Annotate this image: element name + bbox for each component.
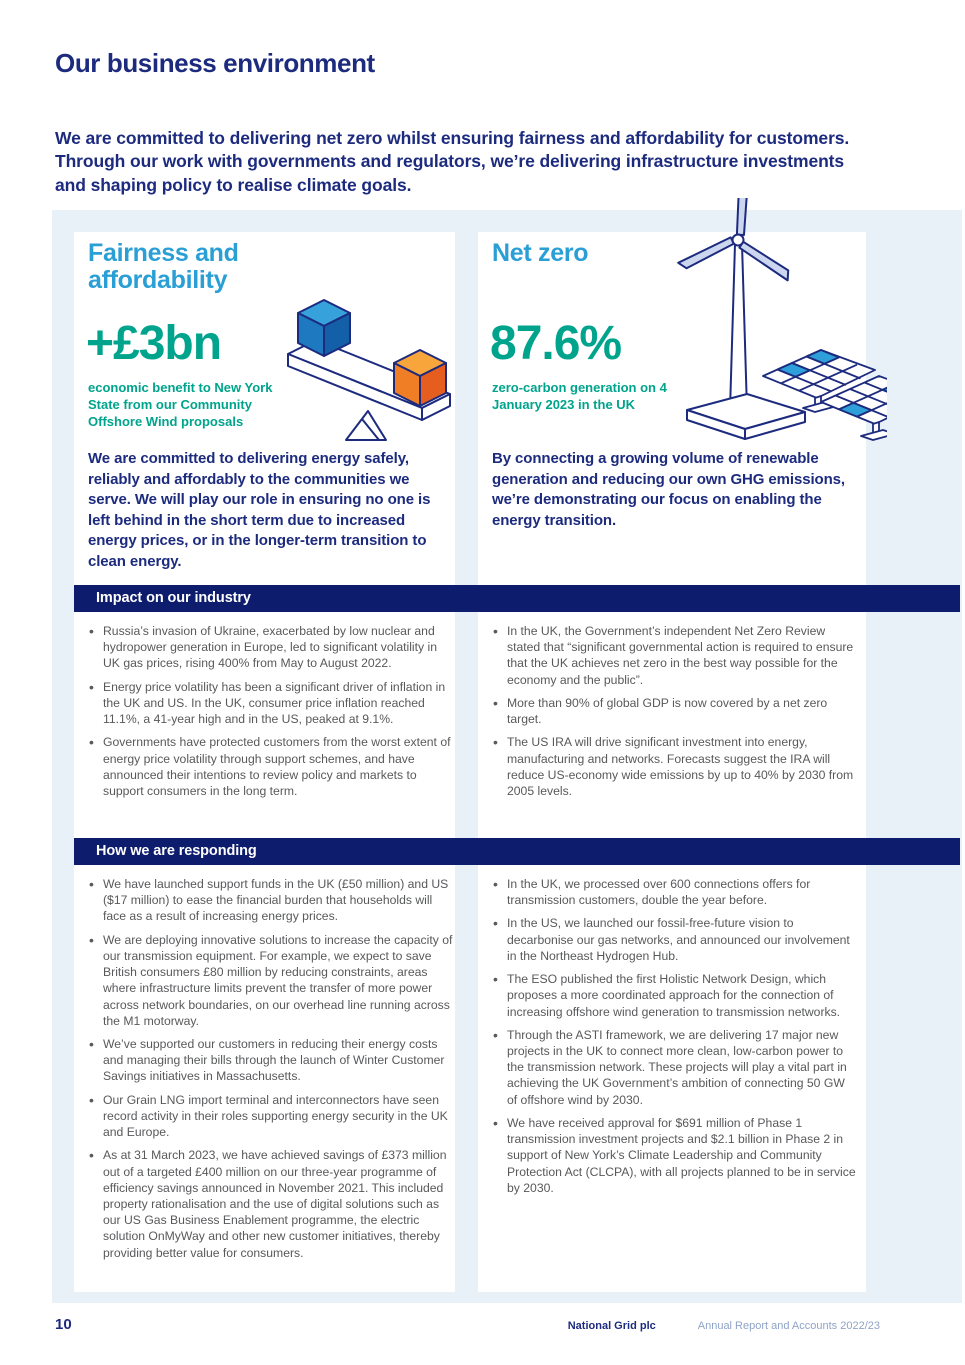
bullet-item: • We are deploying innovative solutions to increase the capacity of our transmission equipment. For example, we expect to save British consumers £80 million by reducing constraints, areas where infrastructure limits prevent the transfer of more power across network boundaries, on our overhead line running across the M1 motorway. bbox=[88, 932, 456, 1029]
bullet-item: • More than 90% of global GDP is now covered by a net zero target. bbox=[492, 695, 858, 727]
card-stat-net-zero: 87.6% bbox=[490, 317, 622, 370]
bullet-item: • Russia’s invasion of Ukraine, exacerbated by low nuclear and hydropower generation in Europe, led to significant volatility in UK gas prices, rising 400% from May to August 2022. bbox=[88, 623, 456, 672]
wind-turbine-solar-icon bbox=[635, 198, 887, 445]
page-footer bbox=[55, 1316, 880, 1333]
bullet-list-impact-left bbox=[88, 623, 456, 806]
section-heading-responding: How we are responding bbox=[74, 838, 960, 865]
card-caption-net-zero: zero-carbon generation on 4 January 2023 in the UK bbox=[492, 380, 667, 413]
card-stat-fairness: +£3bn bbox=[86, 317, 222, 370]
bullet-item: • Our Grain LNG import terminal and interconnectors have seen record activity in their roles supporting energy security in the UK and Europe. bbox=[88, 1092, 456, 1141]
bullet-list-responding-right bbox=[492, 876, 858, 1203]
bullet-list-responding-left bbox=[88, 876, 456, 1268]
bullet-item: • In the UK, we processed over 600 connections offers for transmission customers, double the year before. bbox=[492, 876, 858, 908]
bullet-list-impact-right bbox=[492, 623, 858, 806]
section-heading-impact: Impact on our industry bbox=[74, 585, 960, 612]
footer-report-title: Annual Report and Accounts 2022/23 bbox=[697, 1320, 880, 1332]
card-title-fairness: Fairness and affordability bbox=[88, 239, 239, 294]
bullet-item: • The US IRA will drive significant investment into energy, manufacturing and networks. Forecasts suggest the IRA will reduce US-economy wide emissions by up to 40% by 2030 from 2005 levels. bbox=[492, 734, 858, 799]
card-title-net-zero: Net zero bbox=[492, 239, 589, 267]
bullet-item: • Governments have protected customers from the worst extent of energy price volatility through support schemes, and have announced their intentions to review policy and markets to support consumers in the long term. bbox=[88, 734, 456, 799]
card-body-fairness: We are committed to delivering energy safely, reliably and affordably to the communities we serve. We will play our role in ensuring no one is left behind in the short term due to increased energy prices, or in the longer-term transition to clean energy. bbox=[88, 450, 431, 570]
bullet-item: • In the US, we launched our fossil-free-future vision to decarbonise our gas networks, and announced our involvement in the Northeast Hydrogen Hub. bbox=[492, 915, 858, 964]
footer-page-number: 10 bbox=[55, 1316, 72, 1333]
seesaw-balance-icon bbox=[282, 290, 456, 442]
bullet-item: • We have launched support funds in the UK (£50 million) and US ($17 million) to ease the financial burden that households will face as a result of increasing energy prices. bbox=[88, 876, 456, 925]
footer-company: National Grid plc bbox=[567, 1320, 656, 1332]
page-title: Our business environment bbox=[55, 48, 375, 78]
bullet-item: • As at 31 March 2023, we have achieved savings of £373 million out of a targeted £400 million on our three-year programme of efficiency savings announced in November 2021. This included property rationalisation and the use of digital solutions such as our US Gas Business Enablement programme, the electric solution OnMyWay and other new customer initiatives, thereby providing better value for consumers. bbox=[88, 1147, 456, 1261]
intro-text: We are committed to delivering net zero whilst ensuring fairness and affordability for customers. Through our work with governments and regulators, we’re delivering infrastructure investments and shaping policy to realise climate goals. bbox=[55, 128, 850, 195]
bullet-item: • We have received approval for $691 million of Phase 1 transmission investment projects and $2.1 billion in Phase 2 in support of New York’s Climate Leadership and Community Protection Act (CLCPA), with all projects planned to be in service by 2030. bbox=[492, 1115, 858, 1196]
card-body-net-zero: By connecting a growing volume of renewable generation and reducing our own GHG emissions, we’re demonstrating our focus on enabling the energy transition. bbox=[492, 450, 845, 529]
bullet-item: • We’ve supported our customers in reducing their energy costs and managing their bills through the launch of Winter Customer Savings initiatives in Massachusetts. bbox=[88, 1036, 456, 1085]
bullet-item: • In the UK, the Government’s independent Net Zero Review stated that “significant governmental action is required to ensure that the UK achieves net zero in the best way possible for the economy and the public”. bbox=[492, 623, 858, 688]
bullet-item: • Through the ASTI framework, we are delivering 17 major new projects in the UK to connect more clean, low-carbon power to the transmission network. These projects will play a vital part in achieving the UK Government’s ambition of connecting 50 GW of offshore wind by 2030. bbox=[492, 1027, 858, 1108]
bullet-item: • Energy price volatility has been a significant driver of inflation in the UK and US. In the UK, consumer price inflation reached 11.1%, a 41-year high and in the US, peaked at 9.1%. bbox=[88, 679, 456, 728]
bullet-item: • The ESO published the first Holistic Network Design, which proposes a more coordinated approach for the connection of increasing offshore wind generation to transmission networks. bbox=[492, 971, 858, 1020]
card-caption-fairness: economic benefit to New York State from our Community Offshore Wind proposals bbox=[88, 380, 273, 430]
